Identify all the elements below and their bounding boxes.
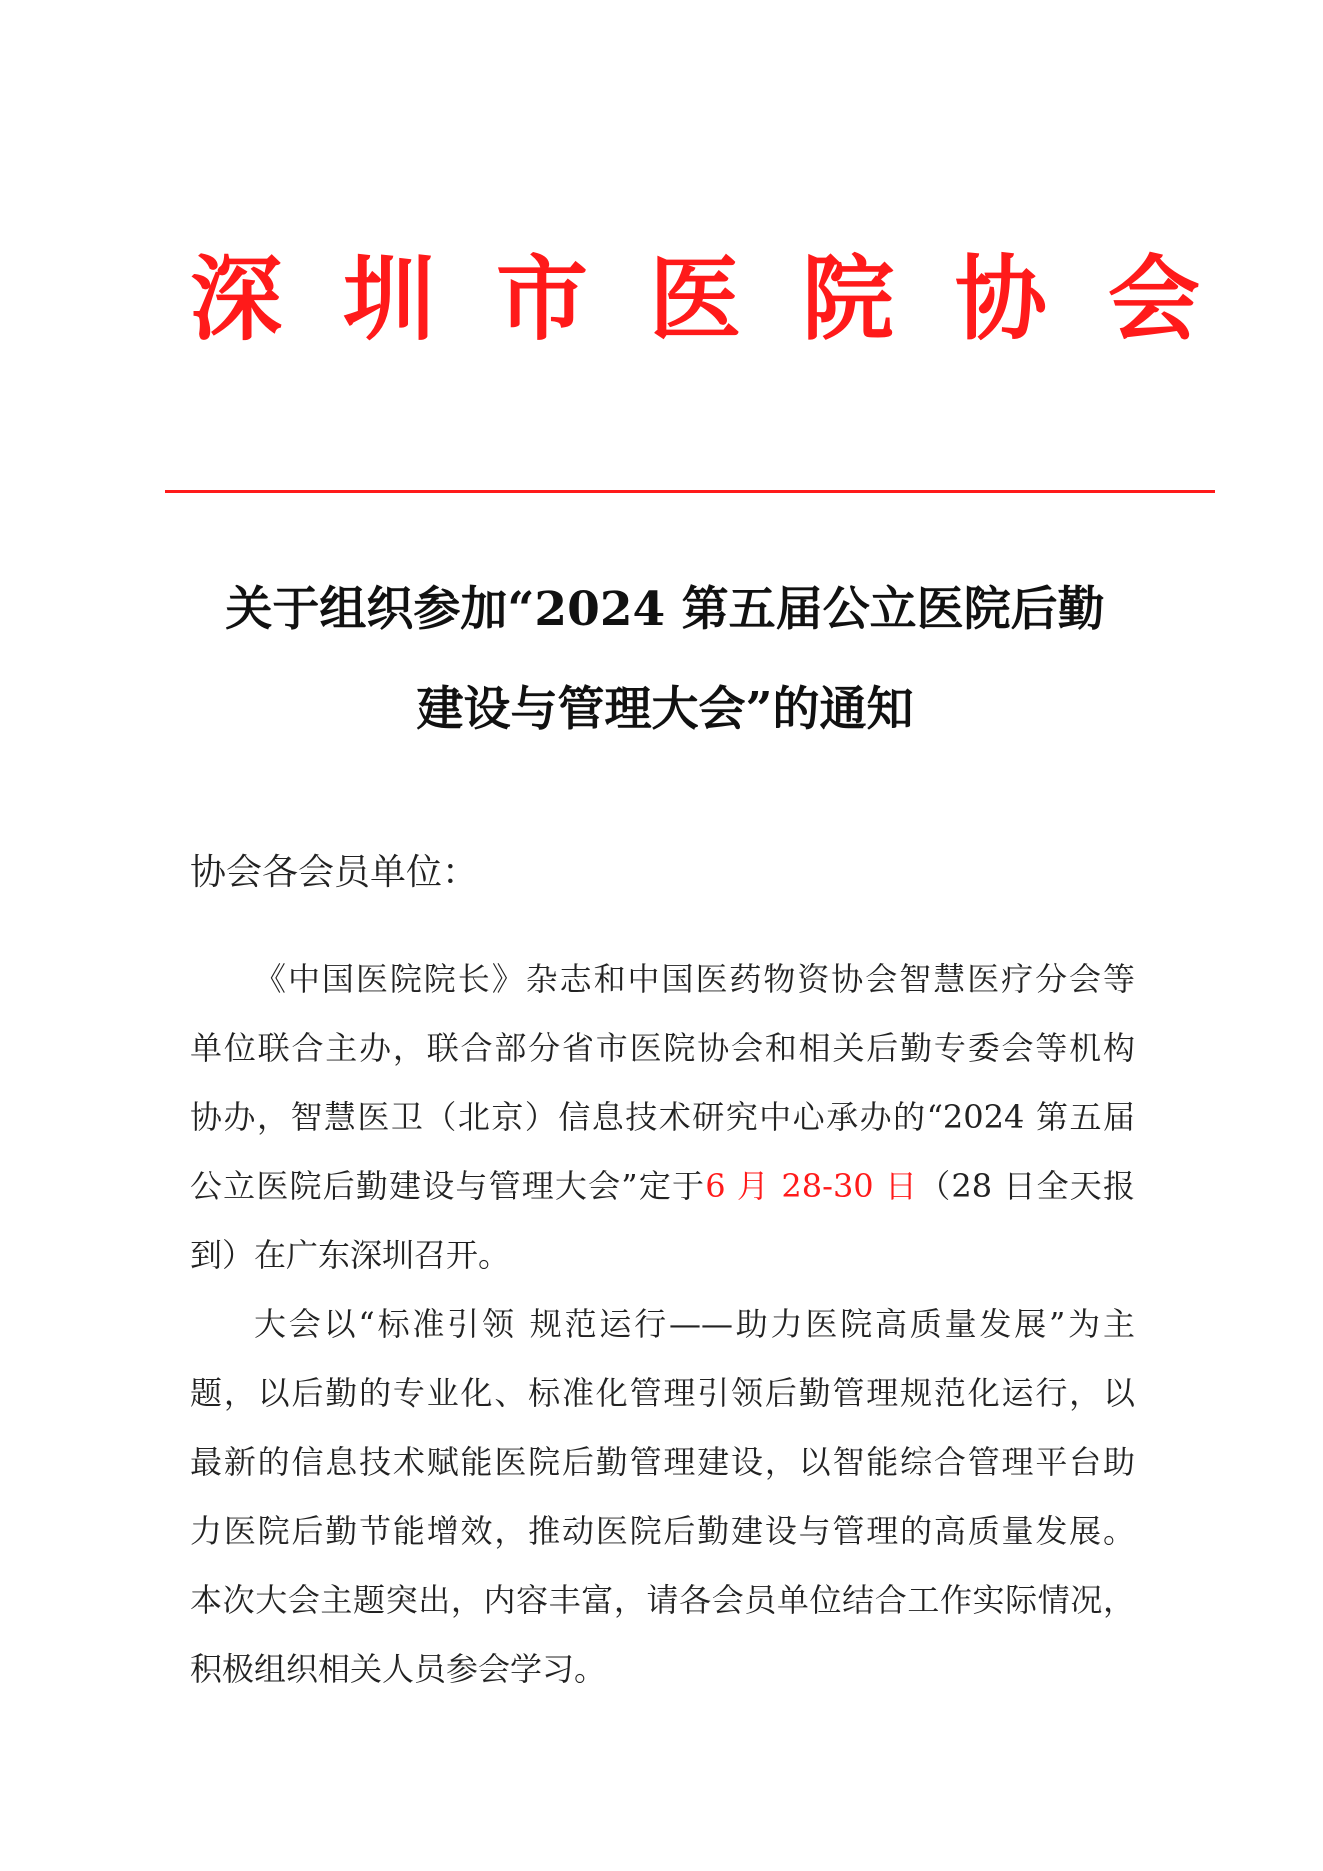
meeting-date: 6 月 28-30 日	[705, 1167, 919, 1205]
paragraph-line: 积极组织相关人员参会学习。	[190, 1650, 607, 1688]
paragraph-1	[190, 945, 1135, 1290]
salutation: 协会各会员单位：	[190, 852, 479, 893]
letterhead-char: 会	[1107, 246, 1200, 353]
paragraph-line: 题，以后勤的专业化、标准化管理引领后勤管理规范化运行，以	[190, 1374, 1135, 1412]
letterhead-char: 深	[190, 246, 283, 353]
letterhead-char: 院	[801, 246, 894, 353]
paragraph-line: 《中国医院院长》杂志和中国医药物资协会智慧医疗分会等	[254, 960, 1135, 998]
letterhead-title	[190, 245, 1200, 355]
document-title	[180, 560, 1150, 760]
paragraph-line: 最新的信息技术赋能医院后勤管理建设，以智能综合管理平台助	[190, 1443, 1135, 1481]
title-line-1: 关于组织参加“2024 第五届公立医院后勤	[225, 582, 1105, 637]
title-line-2: 建设与管理大会”的通知	[416, 682, 914, 737]
paragraph-line: 单位联合主办，联合部分省市医院协会和相关后勤专委会等机构	[190, 1029, 1135, 1067]
letterhead-char: 圳	[342, 246, 435, 353]
paragraph-line: 到）在广东深圳召开。	[190, 1236, 511, 1274]
letterhead-char: 市	[495, 246, 588, 353]
paragraph-line: 本次大会主题突出，内容丰富，请各会员单位结合工作实际情况，	[190, 1581, 1135, 1619]
paragraph-text: （28 日全天报	[918, 1167, 1135, 1205]
paragraph-2	[190, 1290, 1135, 1704]
paragraph-line: 力医院后勤节能增效，推动医院后勤建设与管理的高质量发展。	[190, 1512, 1135, 1550]
letterhead-char: 协	[954, 246, 1047, 353]
notice-body	[190, 945, 1135, 1704]
paragraph-line: 协办，智慧医卫（北京）信息技术研究中心承办的“2024 第五届	[190, 1098, 1135, 1136]
letterhead-char: 医	[648, 246, 741, 353]
paragraph-text: 公立医院后勤建设与管理大会”定于	[190, 1167, 706, 1205]
red-divider-line	[165, 490, 1215, 493]
paragraph-line	[190, 1152, 1135, 1221]
paragraph-line: 大会以“标准引领 规范运行——助力医院高质量发展”为主	[254, 1305, 1135, 1343]
